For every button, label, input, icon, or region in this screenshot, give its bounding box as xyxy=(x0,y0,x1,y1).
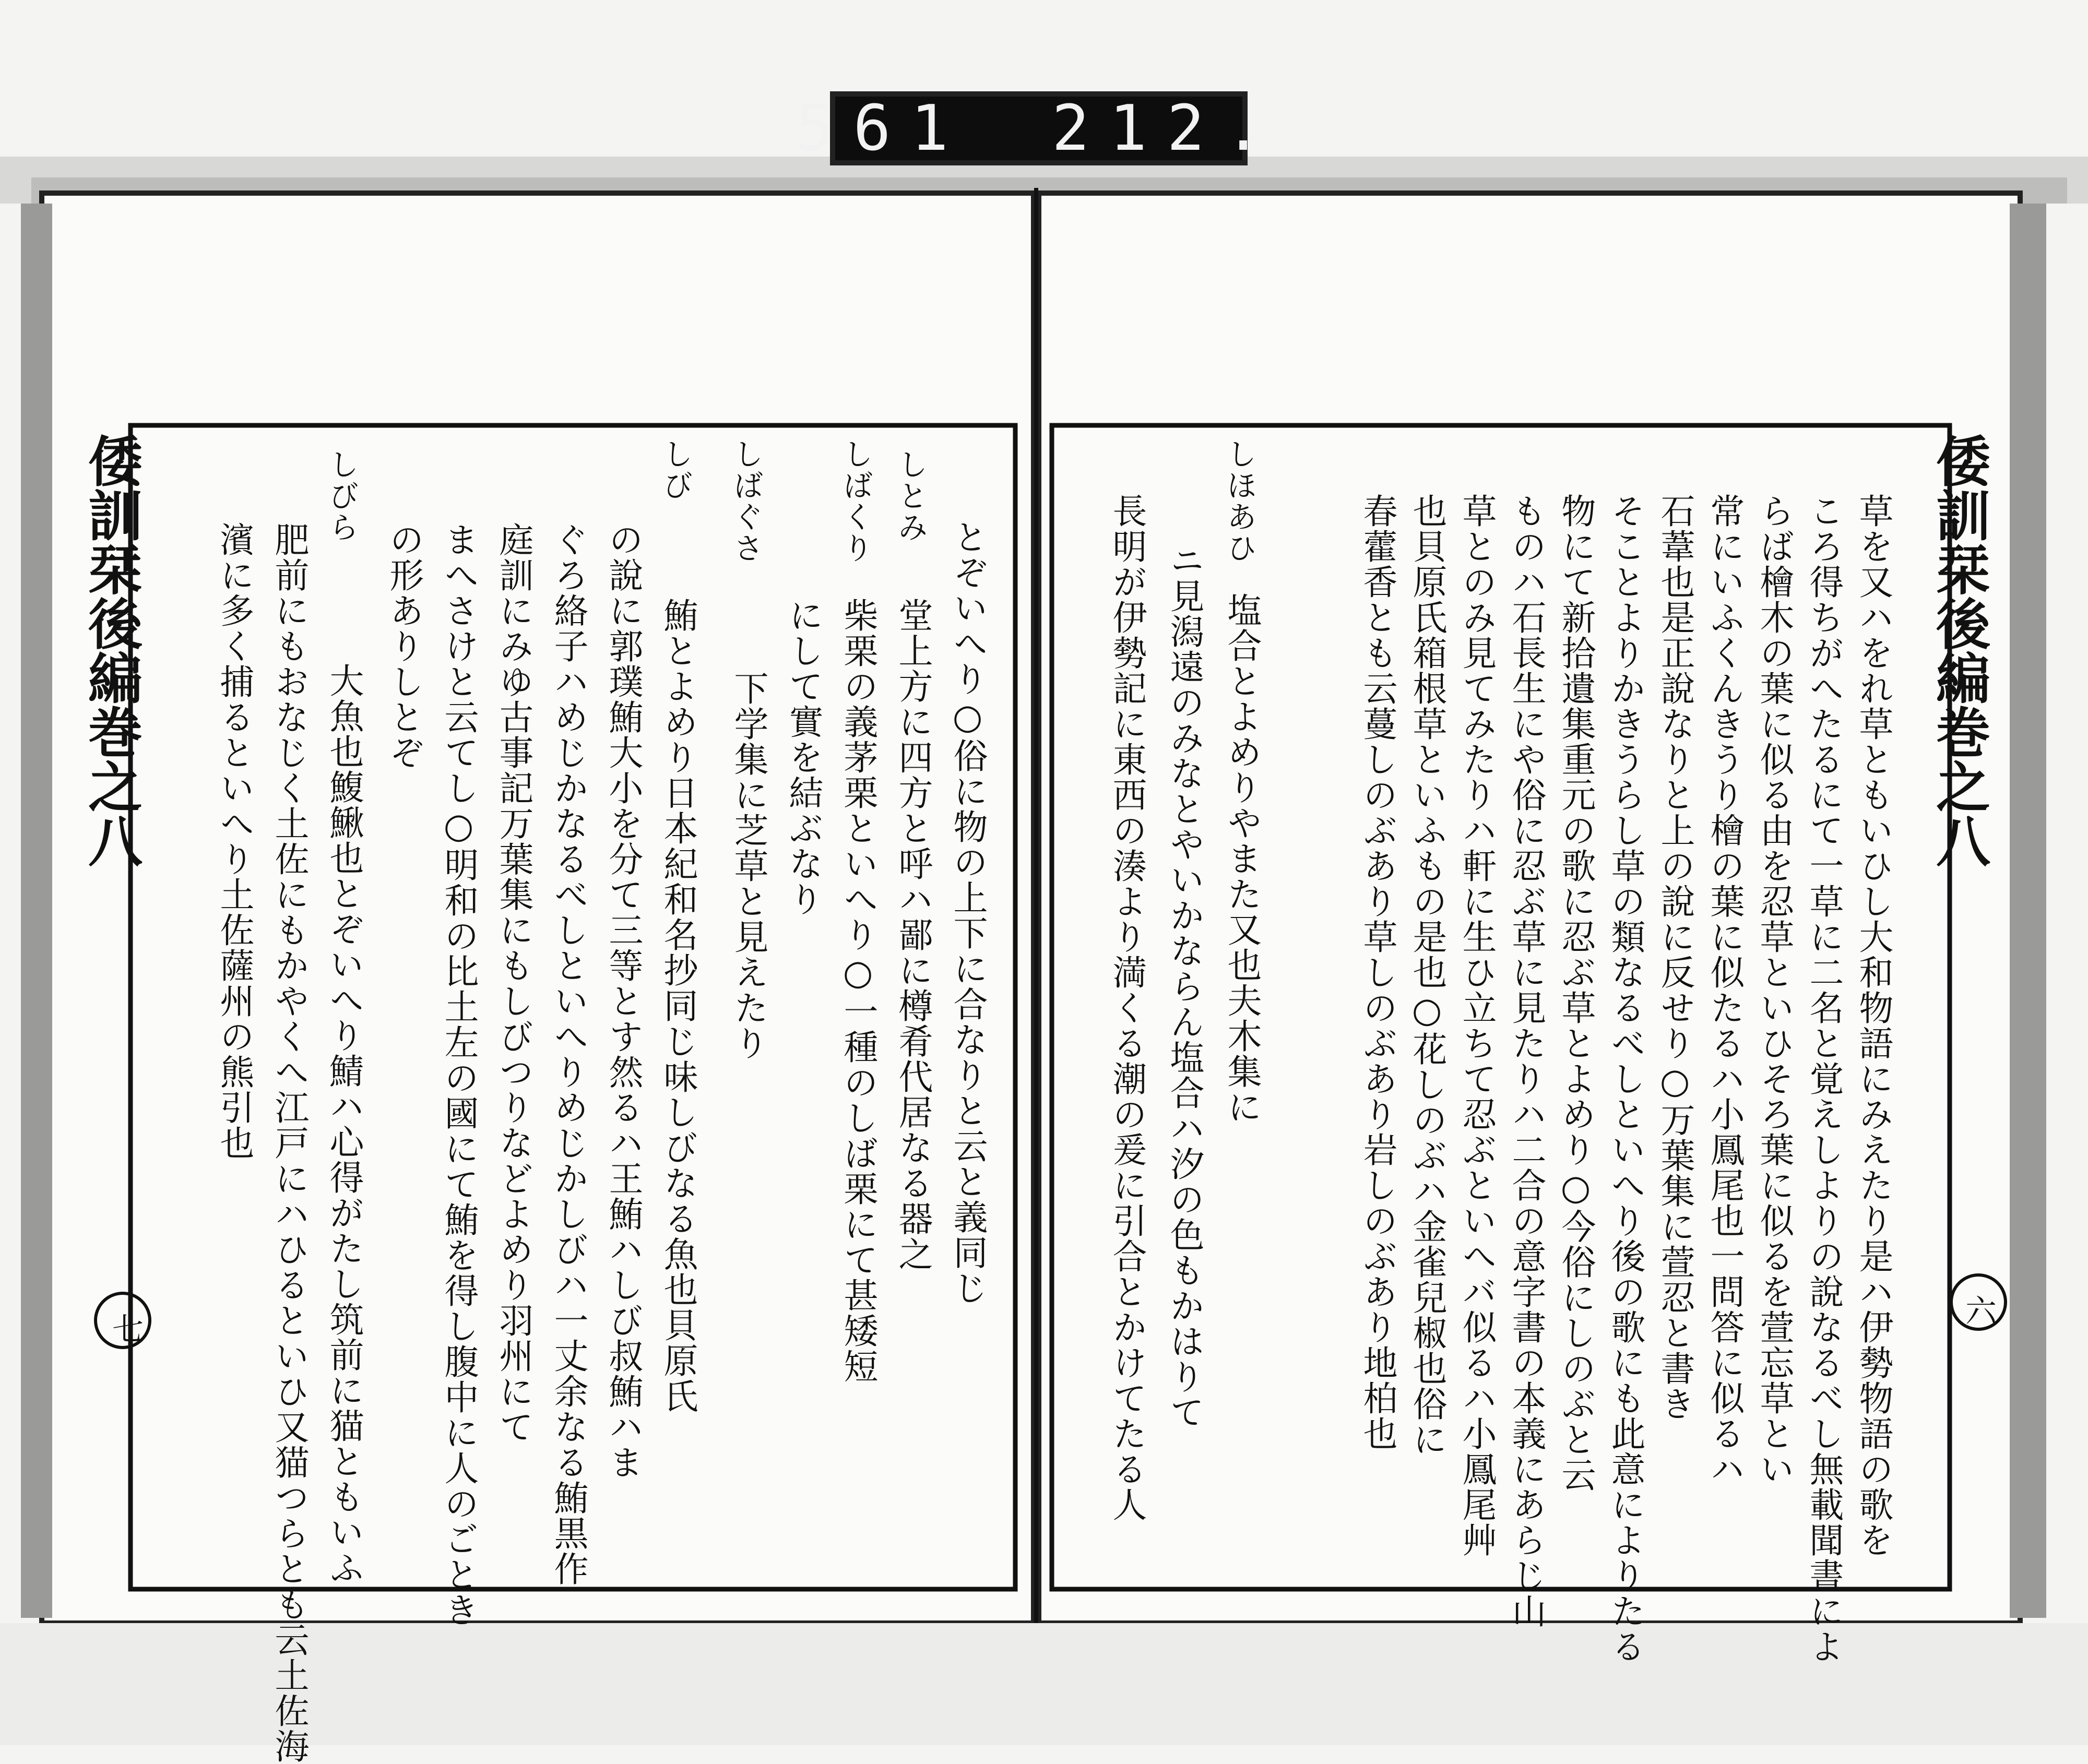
right-column-11: 春藿香とも云蔓しのぶあり草しのぶあり岩しのぶあり地柏也 xyxy=(1357,493,1397,1451)
right-column-6: そことよりかきうらし草の類なるべしといへり後の歌にも此意によりたる xyxy=(1605,493,1645,1664)
right-running-title: 倭訓栞後編巻之八 xyxy=(1927,433,1991,867)
left-entry-4-text: 下学集に芝草と見えたり xyxy=(728,671,768,1061)
left-column-1: とぞいへり○俗に物の上下に合なりと云と義同じ xyxy=(947,519,988,1306)
right-folio: 六 xyxy=(1960,1294,1997,1327)
right-entry-1: 塩合とよめりやまた又也夫木集に xyxy=(1221,592,1262,1125)
right-column-3: らば檜木の葉に似る由を忍草といひそろ葉に似るを萱忘草とい xyxy=(1754,493,1794,1487)
left-entry-10-text: の形ありしとぞ xyxy=(384,522,424,770)
right-column-1: 草を又ハをれ草ともいひし大和物語にみえたり是ハ伊勢物語の歌を xyxy=(1853,493,1893,1558)
left-entry-6-text: の說に郭璞鮪大小を分て三等とす然るハ王鮪ハしび叔鮪ハま xyxy=(603,522,643,1480)
left-entry-5-text: 鮪とよめり日本紀和名抄同じ味しびなる魚也貝原氏 xyxy=(658,598,698,1414)
right-column-4: 常にいふくんきうり檜の葉に似たるハ小鳳尾也一問答に似るハ xyxy=(1704,493,1745,1487)
right-headword: しほあひ xyxy=(1221,438,1257,564)
right-folio-circle xyxy=(1950,1273,2007,1331)
left-entry-1-text: 堂上方に四方と呼ハ鄙に樽肴代居なる器之 xyxy=(893,598,933,1272)
left-entry-13-text: 濱に多く捕るといへり土佐薩州の熊引也 xyxy=(214,522,254,1161)
left-entry-8-text: 庭訓にみゆ古事記万葉集にもしびつりなどよめり羽州にて xyxy=(493,522,533,1445)
left-entry-12-text: 肥前にもおなじく土佐にもかやくへ江戸にハひるといひ又猫つらとも云土佐海 xyxy=(269,522,309,1764)
left-folio: 七 xyxy=(107,1313,144,1345)
left-entry-7-text: ぐろ絡子ハめじかなるべしといへりめじかしびハ一丈余なる鮪黒作 xyxy=(548,522,588,1587)
right-entry-3: 長明が伊勢記に東西の湊より満くる潮の爰に引合とかけてたる人 xyxy=(1107,493,1147,1522)
left-entry-4-headword: しばぐさ xyxy=(728,438,764,564)
left-entry-2-headword: しばくり xyxy=(838,438,873,564)
left-folio-circle xyxy=(94,1292,151,1349)
right-column-7: 物にて新拾遺集重元の歌に忍ぶ草とよめり○今俗にしのぶと云 xyxy=(1556,493,1596,1493)
shelf-label xyxy=(796,91,1282,165)
left-entry-11-text: 大魚也鰒鰍也とぞいへり鯖ハ心得がたし筑前に猫ともいふ xyxy=(324,663,364,1586)
left-entry-2-text: 柴栗の義茅栗といへり○一種のしば栗にて甚矮短 xyxy=(838,598,878,1384)
left-running-title: 倭訓栞後編巻之八 xyxy=(79,433,143,867)
shelf-label-right: 212. xyxy=(1051,92,1282,165)
right-column-9: 草とのみ見てみたりハ軒に生ひ立ちて忍ぶといへバ似るハ小鳳尾艸 xyxy=(1456,493,1497,1558)
right-column-8: ものハ石長生にや俗に忍ぶ草に見たりハ二合の意字書の本義にあらじ山 xyxy=(1506,493,1546,1629)
shelf-label-left: 561 xyxy=(796,92,968,165)
left-entry-9-text: まへさけと云てし○明和の比土左の國にて鮪を得し腹中に人のごとき xyxy=(438,522,479,1628)
right-column-10: 也貝原氏箱根草といふもの是也○花しのぶハ金雀兒椒也俗に xyxy=(1407,493,1447,1457)
left-entry-1-headword: しとみ xyxy=(893,449,928,543)
left-entry-11-headword: しびら xyxy=(324,449,359,543)
right-column-5: 石葦也是正說なりと上の說に反せり○万葉集に萱忍と書き xyxy=(1655,493,1695,1422)
right-column-2: ころ得ちがへたるにて一草に二名と覚えしよりの說なるべし無載聞書によ xyxy=(1804,493,1844,1664)
left-entry-5-headword: しび xyxy=(658,438,693,501)
left-entry-3-text: にして實を結ぶなり xyxy=(783,598,823,917)
right-entry-2: ニ見潟遠のみなとやいかならん塩合ハ汐の色もかはりて xyxy=(1164,543,1204,1430)
